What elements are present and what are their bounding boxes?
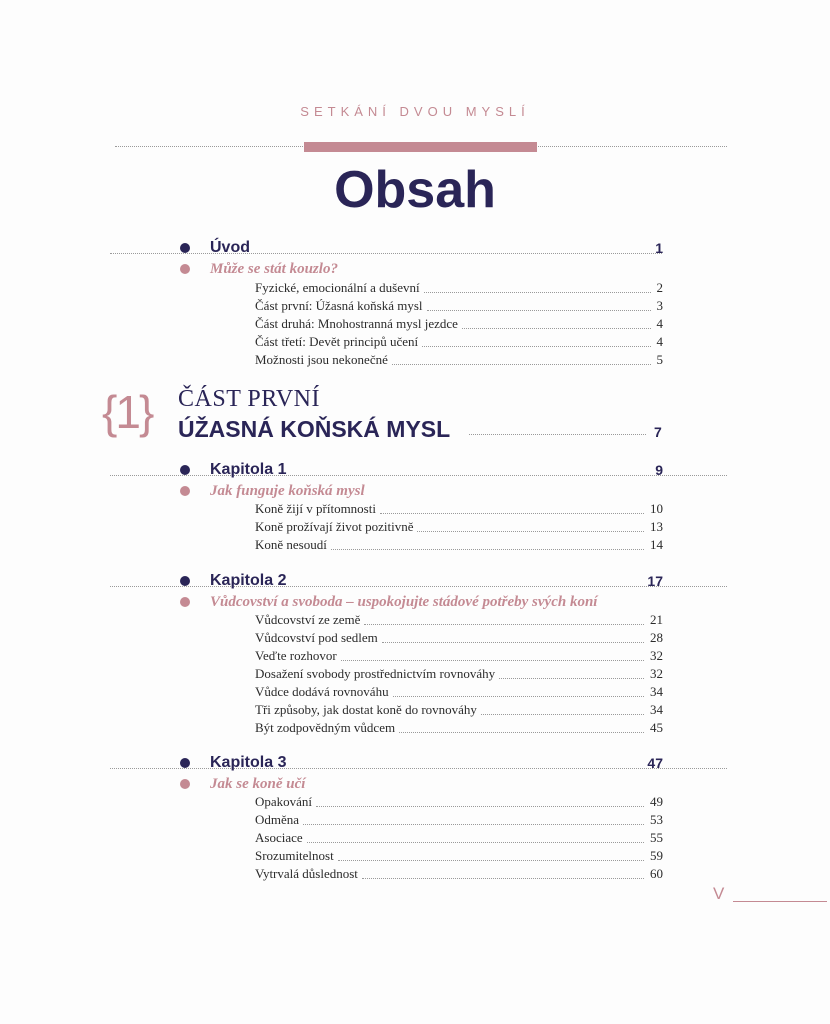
- entry-title: Možnosti jsou nekonečné: [255, 352, 388, 367]
- toc-chapter-2[interactable]: [0, 571, 830, 591]
- toc-subtitle-3: [0, 774, 830, 794]
- chapter-subtitle: Může se stát kouzlo?: [210, 261, 338, 277]
- leader-line: [307, 842, 644, 843]
- chapter-label: Kapitola 3: [210, 754, 287, 771]
- toc-entry[interactable]: [255, 865, 663, 883]
- leader-line: [341, 660, 644, 661]
- chapter-label: Kapitola 2: [210, 572, 287, 589]
- entry-page: 13: [650, 519, 663, 534]
- part-label: ČÁST PRVNÍ: [178, 386, 321, 412]
- toc-subtitle-1: [0, 481, 830, 501]
- chapter-subtitle: Jak funguje koňská mysl: [210, 483, 365, 499]
- bullet-icon: [180, 758, 190, 768]
- entry-title: Část třetí: Devět principů učení: [255, 334, 419, 349]
- leader-line: [393, 696, 644, 697]
- entry-page: 32: [650, 666, 663, 681]
- entry-title: Část první: Úžasná koňská mysl: [255, 298, 423, 313]
- entry-page: 45: [650, 720, 663, 735]
- toc-entry[interactable]: [255, 518, 663, 536]
- leader-line: [362, 878, 644, 879]
- toc-entry[interactable]: [255, 629, 663, 647]
- leader-line: [382, 642, 644, 643]
- entry-title: Vůdce dodává rovnováhu: [255, 684, 389, 699]
- leader-line: [462, 328, 651, 329]
- entry-title: Tři způsoby, jak dostat koně do rovnováhy: [255, 702, 477, 717]
- part-number: {1}: [102, 386, 153, 438]
- leader-line: [303, 824, 644, 825]
- toc-entry[interactable]: [255, 351, 663, 369]
- toc-entry[interactable]: [255, 811, 663, 829]
- entry-page: 3: [656, 298, 663, 313]
- chapter-page: 17: [647, 573, 663, 589]
- leader-line: [331, 549, 644, 550]
- bullet-icon: [180, 264, 190, 274]
- toc-entry[interactable]: [255, 847, 663, 865]
- toc-subtitle-intro: [0, 259, 830, 279]
- entry-title: Opakování: [255, 794, 313, 809]
- entry-page: 14: [650, 537, 663, 552]
- entry-title: Odměna: [255, 812, 300, 827]
- entry-title: Fyzické, emocionální a duševní: [255, 280, 420, 295]
- toc-entry[interactable]: [255, 793, 663, 811]
- part-name[interactable]: ÚŽASNÁ KOŇSKÁ MYSL: [178, 416, 451, 442]
- entry-page: 60: [650, 866, 663, 881]
- entry-title: Asociace: [255, 830, 303, 845]
- toc-chapter-1[interactable]: [0, 460, 830, 480]
- entry-page: 55: [650, 830, 663, 845]
- leader-line: [424, 292, 651, 293]
- bullet-icon: [180, 597, 190, 607]
- entry-page: 34: [650, 684, 663, 699]
- leader-line: [316, 806, 644, 807]
- chapter-subtitle: Vůdcovství a svoboda – uspokojujte stádové potřeby svých koní: [210, 594, 598, 610]
- part-page: 7: [654, 424, 662, 440]
- toc-entry[interactable]: [255, 333, 663, 351]
- header-accent-bar: [304, 142, 537, 152]
- leader-line: [399, 732, 644, 733]
- page-number: V: [713, 884, 725, 903]
- toc-entry[interactable]: [255, 611, 663, 629]
- leader-line: [110, 768, 727, 769]
- leader-line: [427, 310, 651, 311]
- toc-entry[interactable]: [255, 500, 663, 518]
- toc-entry[interactable]: [255, 683, 663, 701]
- leader-line: [364, 624, 644, 625]
- leader-line: [481, 714, 644, 715]
- leader-line: [469, 434, 646, 435]
- chapter-page: 1: [655, 240, 663, 256]
- book-title: SETKÁNÍ DVOU MYSLÍ: [300, 104, 530, 119]
- entry-title: Veďte rozhovor: [255, 648, 337, 663]
- leader-line: [417, 531, 644, 532]
- leader-line: [338, 860, 644, 861]
- entry-page: 59: [650, 848, 663, 863]
- entry-page: 49: [650, 794, 663, 809]
- toc-entry[interactable]: [255, 279, 663, 297]
- bullet-icon: [180, 486, 190, 496]
- entry-page: 5: [656, 352, 663, 367]
- chapter-page: 47: [647, 755, 663, 771]
- toc-entry[interactable]: [255, 536, 663, 554]
- leader-line: [110, 475, 727, 476]
- chapter-label: Kapitola 1: [210, 461, 287, 478]
- entry-title: Dosažení svobody prostřednictvím rovnováhy: [255, 666, 496, 681]
- toc-entry[interactable]: [255, 719, 663, 737]
- page-title: Obsah: [334, 161, 496, 219]
- toc-entry[interactable]: [255, 665, 663, 683]
- bullet-icon: [180, 576, 190, 586]
- leader-line: [380, 513, 644, 514]
- footer-rule: [733, 901, 827, 902]
- leader-line: [422, 346, 650, 347]
- entry-title: Koně prožívají život pozitivně: [255, 519, 414, 534]
- toc-entry[interactable]: [255, 829, 663, 847]
- chapter-page: 9: [655, 462, 663, 478]
- entry-page: 4: [656, 316, 663, 331]
- leader-line: [110, 586, 727, 587]
- chapter-subtitle: Jak se koně učí: [210, 776, 306, 792]
- entry-page: 34: [650, 702, 663, 717]
- entry-title: Část druhá: Mnohostranná mysl jezdce: [255, 316, 458, 331]
- entry-title: Koně nesoudí: [255, 537, 327, 552]
- leader-line: [499, 678, 644, 679]
- toc-chapter-3[interactable]: [0, 753, 830, 773]
- entry-page: 28: [650, 630, 663, 645]
- entry-page: 32: [650, 648, 663, 663]
- bullet-icon: [180, 779, 190, 789]
- bullet-icon: [180, 465, 190, 475]
- entry-page: 4: [656, 334, 663, 349]
- entry-page: 10: [650, 501, 663, 516]
- chapter-label: Úvod: [210, 239, 250, 256]
- toc-entry[interactable]: [255, 701, 663, 719]
- entry-page: 2: [656, 280, 663, 295]
- leader-line: [392, 364, 651, 365]
- entry-page: 21: [650, 612, 663, 627]
- toc-entry[interactable]: [255, 647, 663, 665]
- entry-title: Vůdcovství pod sedlem: [255, 630, 378, 645]
- toc-entry[interactable]: [255, 315, 663, 333]
- toc-entry[interactable]: [255, 297, 663, 315]
- entry-title: Být zodpovědným vůdcem: [255, 720, 396, 735]
- entry-title: Vůdcovství ze země: [255, 612, 361, 627]
- bullet-icon: [180, 243, 190, 253]
- leader-line: [110, 253, 662, 254]
- entry-title: Srozumitelnost: [255, 848, 334, 863]
- toc-subtitle-2: [0, 592, 830, 612]
- toc-chapter-intro[interactable]: [0, 238, 830, 258]
- entry-page: 53: [650, 812, 663, 827]
- entry-title: Koně žijí v přítomnosti: [255, 501, 376, 516]
- entry-title: Vytrvalá důslednost: [255, 866, 358, 881]
